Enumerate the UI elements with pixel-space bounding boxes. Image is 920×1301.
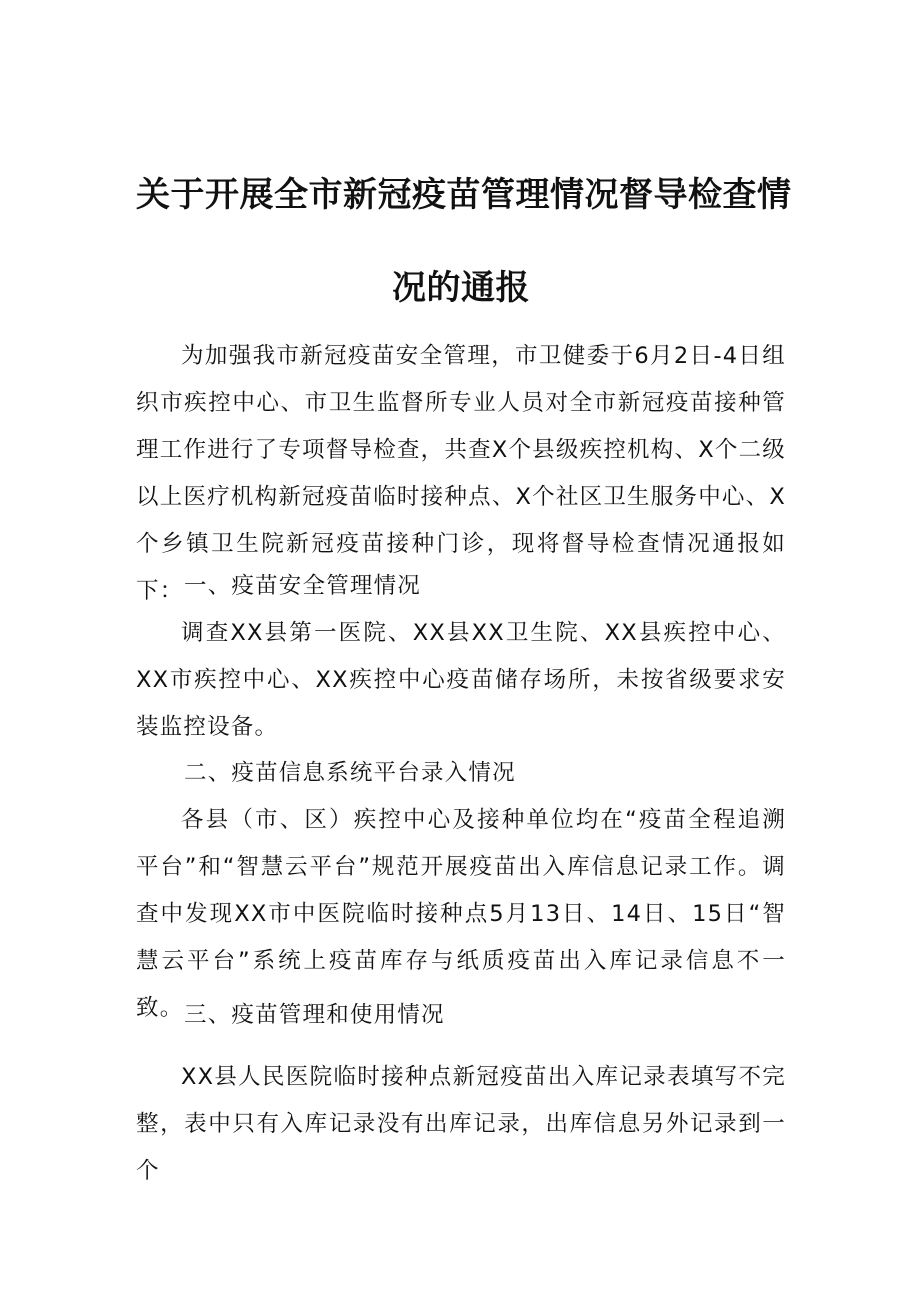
section-3-block: [136, 1054, 786, 1195]
section-3-heading: 三、疫苗管理和使用情况: [184, 1002, 445, 1028]
section-1-block: [136, 610, 786, 751]
document-title-line-1: 关于开展全市新冠疫苗管理情况督导检查情: [136, 175, 792, 215]
document-title-line-2: 况的通报: [392, 268, 530, 308]
section-2-paragraph: 各县（市、区）疾控中心及接种单位均在“疫苗全程追溯平台”和“智慧云平台”规范开展疫苗出入库信息记录工作。调查中发现XX市中医院临时接种点5月13日、14日、15日“智慧云平台”系统上疫苗库存与纸质疫苗出入库记录信息不一致。: [136, 807, 786, 1021]
section-1-paragraph: 调查XX县第一医院、XX县XX卫生院、XX县疾控中心、XX市疾控中心、XX疾控中心疫苗储存场所，未按省级要求安装监控设备。: [136, 620, 786, 740]
section-1-heading: 一、疫苗安全管理情况: [184, 573, 422, 599]
section-2-heading: 二、疫苗信息系统平台录入情况: [184, 760, 516, 786]
section-3-paragraph: XX县人民医院临时接种点新冠疫苗出入库记录表填写不完整，表中只有入库记录没有出库记录，出库信息另外记录到一个: [136, 1064, 786, 1184]
intro-paragraph: 为加强我市新冠疫苗安全管理，市卫健委于6月2日-4日组织市疾控中心、市卫生监督所专业人员对全市新冠疫苗接种管理工作进行了专项督导检查，共查X个县级疾控机构、X个二级以上医疗机构新冠疫苗临时接种点、X个社区卫生服务中心、X个乡镇卫生院新冠疫苗接种门诊，现将督导检查情况通报如下：: [136, 343, 786, 604]
